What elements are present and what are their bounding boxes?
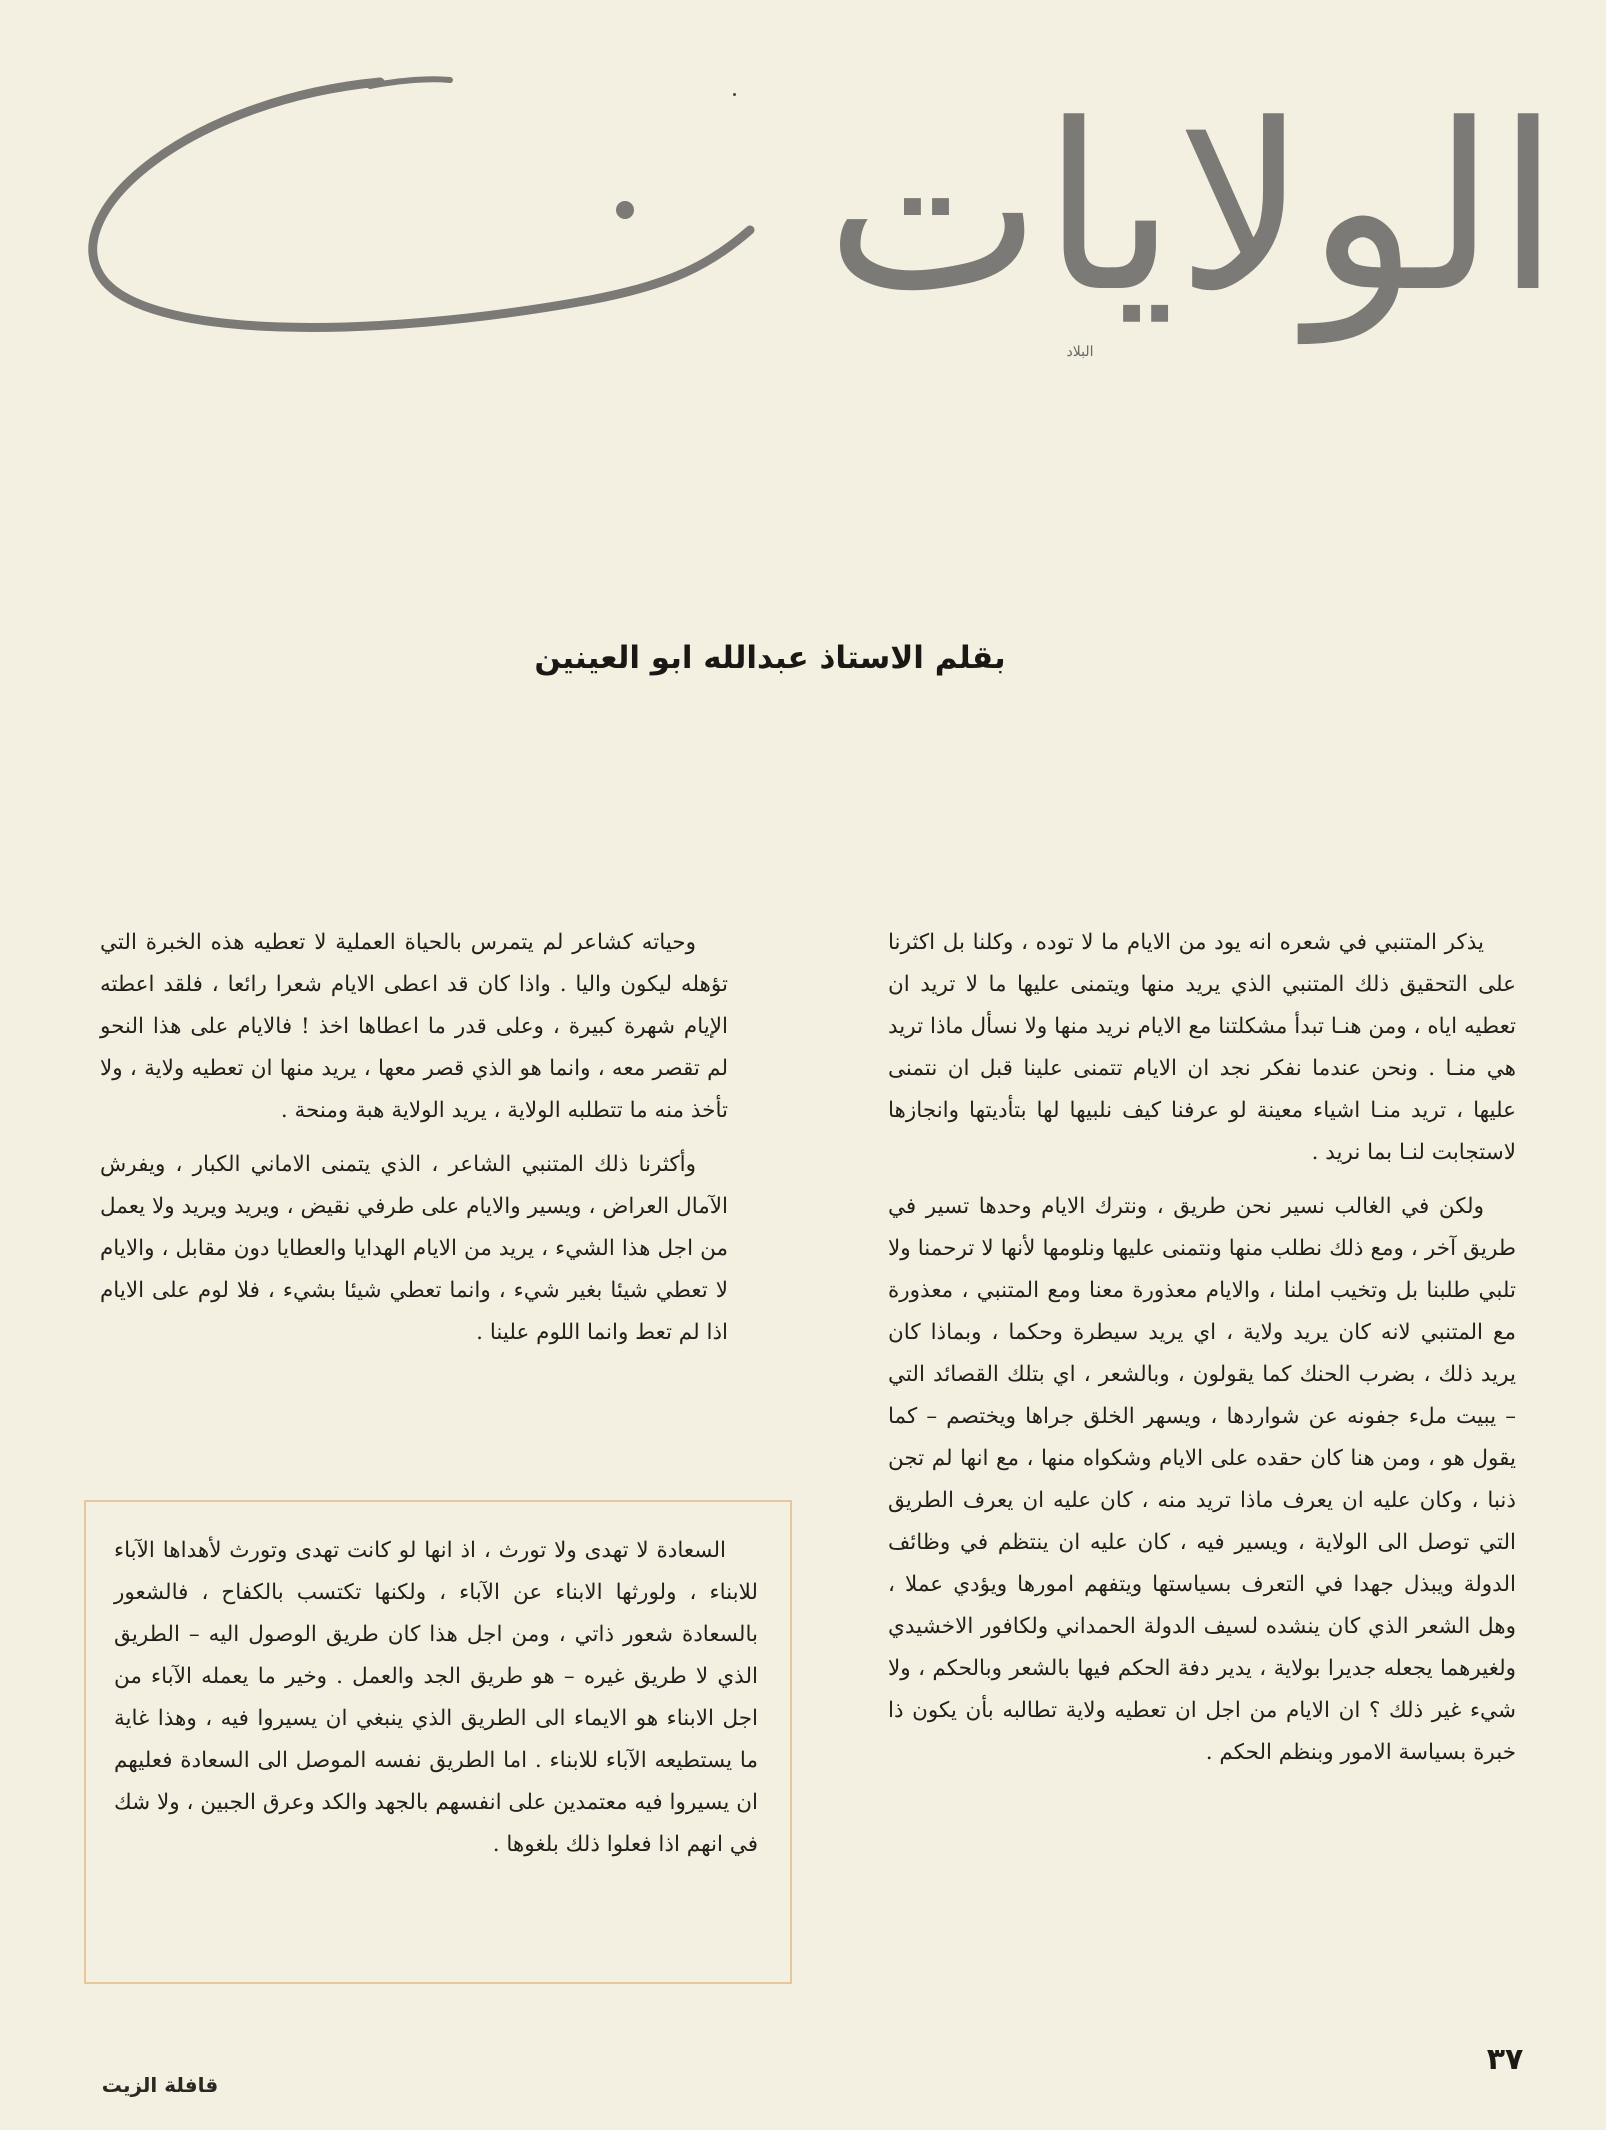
- article-column-right: [888, 922, 1516, 1786]
- article-column-left: [100, 922, 728, 1366]
- paragraph: وحياته كشاعر لم يتمرس بالحياة العملية لا تعطيه هذه الخبرة التي تؤهله ليكون واليا . واذا كان قد اعطى الايام شعرا رائعا ، فلقد اعطته الإيام شهرة كبيرة ، وعلى قدر ما اعطاها اخذ ! فالايام على هذا النحو لم تقصر معه ، وانما هو الذي قصر معها ، يريد منها ان تعطيه ولاية ، ولا تأخذ منه ما تتطلبه الولاية ، يريد الولاية هبة ومنحة .: [100, 930, 728, 1123]
- publication-footer: قافلة الزيت: [101, 2073, 219, 2097]
- author-byline: بقلم الاستاذ عبدالله ابو العينين: [534, 640, 1006, 676]
- paragraph: يذكر المتنبي في شعره انه يود من الايام ما لا توده ، وكلنا بل اكثرنا على التحقيق ذلك المتنبي الذي يريد منها ويتمنى عليها ما لا تريد ان تعطيه اياه ، ومن هنـا تبدأ مشكلتنا مع الايام نريد منها ولا نسأل ماذا تريد هي منـا . ونحن عندما نفكر نجد ان الايام تتمنى علينا قبل ان نتمنى عليها ، تريد منـا اشياء معينة لو عرفنا كيف نلبيها لها بتأديتها وانجازها لاستجابت لنـا بما نريد .: [888, 930, 1516, 1165]
- paragraph: ولكن في الغالب نسير نحن طريق ، ونترك الايام وحدها تسير في طريق آخر ، ومع ذلك نطلب منها ونتمنى عليها ونلومها لأنها لا ترحمنا ولا تلبي طلبنا بل وتخيب املنا ، والايام معذورة معنا ومع المتنبي ، معذورة مع المتنبي لانه كان يريد ولاية ، اي يريد سيطرة وحكما ، وبماذا كان يريد ذلك ، بضرب الحنك كما يقولون ، وبالشعر ، اي بتلك القصائد التي – يبيت ملء جفونه عن شواردها ، ويسهر الخلق جراها ويختصم – كما يقول هو ، ومن هنا كان حقده على الايام وشكواه منها ، مع انها لم تجن ذنبا ، وكان عليه ان يعرف ماذا تريد منه ، كان عليه ان يعرف الطريق التي توصل الى الولاية ، ويسير فيه ، كان عليه ان ينتظم في وظائف الدولة ويبذل جهدا في التعرف بسياستها ويتفهم امورها ويؤدي عملا ، وهل الشعر الذي كان ينشده لسيف الدولة الحمداني ولكافور الاخشيدي ولغيرهما يجعله جديرا بولاية ، يدير دفة الحكم فيها بالشعر وبالحكم ، ولا شيء غير ذلك ؟ ان الايام من اجل ان تعطيه ولاية تطالبه بأن يكون ذا خبرة بسياسة الامور وبنظم الحكم .: [888, 1194, 1516, 1765]
- pull-quote-text: [114, 1530, 758, 1866]
- page-number: ٣٧: [1486, 2042, 1524, 2077]
- title-subscript: البلاد: [1066, 344, 1094, 360]
- pull-quote-paragraph: السعادة لا تهدى ولا تورث ، اذ انها لو كانت تهدى وتورث لأهداها الآباء للابناء ، ولورثها الابناء عن الآباء ، ولكنها تكتسب بالكفاح ، فالشعور بالسعادة شعور ذاتي ، ومن اجل هذا كان طريق الوصول اليه – الطريق الذي لا طريق غيره – هو طريق الجد والعمل . وخير ما يعمله الآباء من اجل الابناء هو الايماء الى الطريق الذي ينبغي ان يسيروا فيه ، وهذا غاية ما يستطيعه الآباء للابناء . اما الطريق نفسه الموصل الى السعادة فعليهم ان يسيروا فيه معتمدين على انفسهم بالجهد والكد وعرق الجبين ، ولا شك في انهم اذا فعلوا ذلك بلغوها .: [114, 1538, 758, 1857]
- paragraph: وأكثرنا ذلك المتنبي الشاعر ، الذي يتمنى الاماني الكبار ، ويفرش الآمال العراض ، ويسير والايام على طرفي نقيض ، ويريد ويريد ولا يعمل من اجل هذا الشيء ، يريد من الايام الهدايا والعطايا دون مقابل ، والايام لا تعطي شيئا بغير شيء ، وانما تعطي شيئا بشيء ، فلا لوم على الايام اذا لم تعط وانما اللوم علينا .: [100, 1152, 728, 1345]
- page-title: الولايات: [825, 76, 1560, 343]
